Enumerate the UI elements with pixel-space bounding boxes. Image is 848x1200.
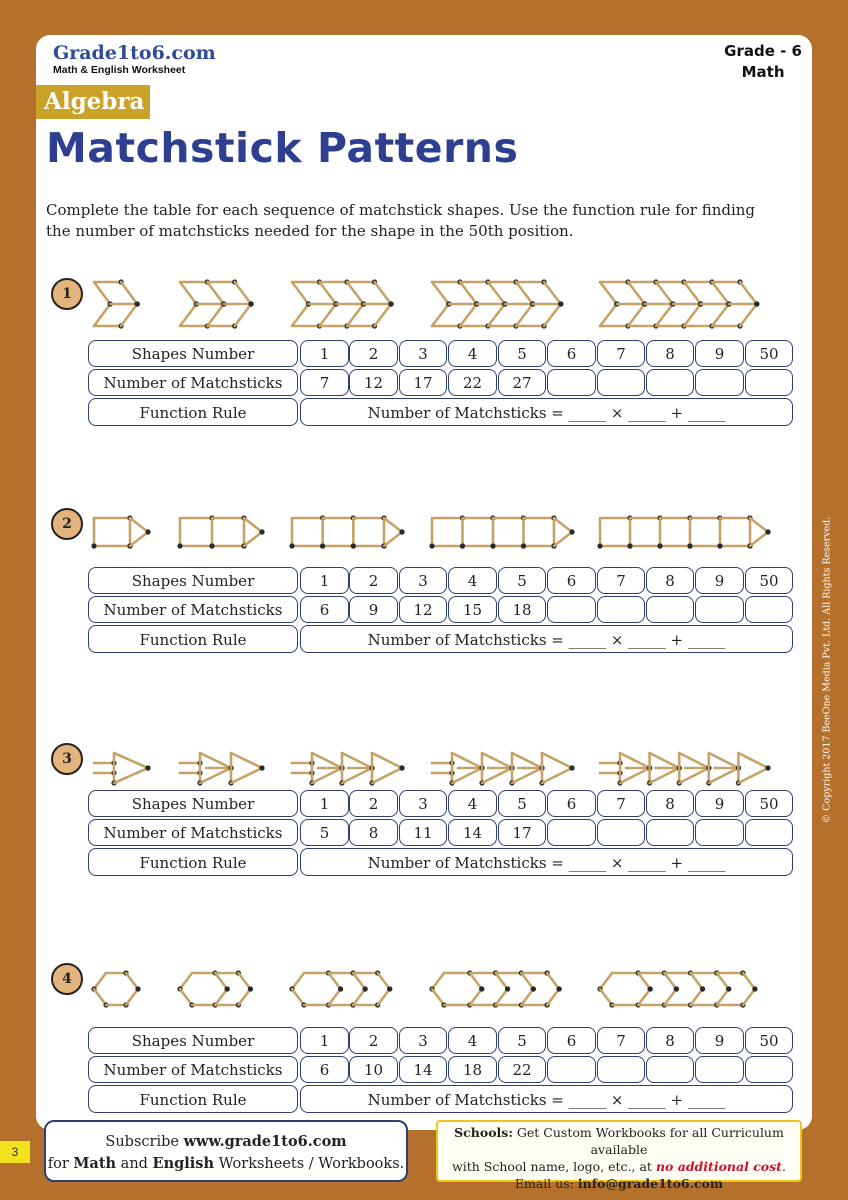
position-cell: 7 xyxy=(597,340,645,367)
shape-2-1 xyxy=(91,515,150,548)
value-cell: 18 xyxy=(448,1056,497,1083)
position-cell: 1 xyxy=(300,340,349,367)
position-cell: 3 xyxy=(399,340,447,367)
position-cell: 9 xyxy=(695,567,744,594)
value-cell: 12 xyxy=(349,369,398,396)
position-cell: 50 xyxy=(745,567,793,594)
answer-cell[interactable] xyxy=(597,596,645,623)
value-cell: 27 xyxy=(498,369,546,396)
position-cell: 7 xyxy=(597,790,645,817)
answer-cell[interactable] xyxy=(597,369,645,396)
value-cell: 17 xyxy=(498,819,546,846)
row-label-matchsticks: Number of Matchsticks xyxy=(88,369,298,396)
schools-highlight: no additional cost xyxy=(655,1159,782,1174)
answer-cell[interactable] xyxy=(695,1056,744,1083)
matchstick-figures-1 xyxy=(86,270,776,340)
schools-dot: . xyxy=(781,1159,786,1174)
position-cell: 8 xyxy=(646,1027,694,1054)
answer-cell[interactable] xyxy=(547,1056,596,1083)
position-cell: 1 xyxy=(300,790,349,817)
position-cell: 4 xyxy=(448,567,497,594)
position-cell: 8 xyxy=(646,790,694,817)
shape-4-1 xyxy=(91,970,140,1007)
position-cell: 9 xyxy=(695,1027,744,1054)
copyright-text: © Copyright 2017 BeeOne Media Pvt. Ltd. All Rights Reserved. xyxy=(821,516,833,824)
answer-cell[interactable] xyxy=(646,1056,694,1083)
function-rule-field[interactable]: Number of Matchsticks = _____ × _____ + _____ xyxy=(300,1085,793,1113)
position-cell: 50 xyxy=(745,340,793,367)
schools-box xyxy=(436,1120,802,1191)
answer-cell[interactable] xyxy=(695,819,744,846)
position-cell: 5 xyxy=(498,340,546,367)
value-cell: 6 xyxy=(300,596,349,623)
value-cell: 9 xyxy=(349,596,398,623)
position-cell: 6 xyxy=(547,340,596,367)
position-cell: 3 xyxy=(399,790,447,817)
row-label-shapes-number: Shapes Number xyxy=(88,790,298,817)
position-cell: 6 xyxy=(547,790,596,817)
subscribe-english: English xyxy=(152,1155,215,1172)
subscribe-pre: Subscribe xyxy=(105,1134,184,1150)
shape-3-1 xyxy=(94,753,151,786)
value-cell: 14 xyxy=(448,819,497,846)
value-cell: 22 xyxy=(448,369,497,396)
shape-1-1 xyxy=(94,279,140,328)
function-rule-field[interactable]: Number of Matchsticks = _____ × _____ + _____ xyxy=(300,848,793,876)
row-label-function-rule: Function Rule xyxy=(88,625,298,653)
value-cell: 15 xyxy=(448,596,497,623)
position-cell: 8 xyxy=(646,567,694,594)
subscribe-post: Worksheets / Workbooks. xyxy=(214,1156,405,1172)
value-cell: 6 xyxy=(300,1056,349,1083)
shape-1-2 xyxy=(180,279,254,328)
matchstick-figures-2 xyxy=(86,500,776,570)
answer-cell[interactable] xyxy=(745,596,793,623)
shape-3-5 xyxy=(600,753,771,786)
row-label-matchsticks: Number of Matchsticks xyxy=(88,1056,298,1083)
row-label-function-rule: Function Rule xyxy=(88,848,298,876)
subject-text: Math xyxy=(741,63,785,81)
answer-cell[interactable] xyxy=(745,819,793,846)
subscribe-box[interactable] xyxy=(44,1120,408,1182)
subscribe-line-1 xyxy=(46,1131,406,1153)
answer-cell[interactable] xyxy=(695,369,744,396)
shape-3-3 xyxy=(292,753,405,786)
subscribe-and: and xyxy=(116,1156,153,1172)
shape-2-4 xyxy=(429,515,574,548)
row-label-function-rule: Function Rule xyxy=(88,398,298,426)
position-cell: 6 xyxy=(547,1027,596,1054)
position-cell: 3 xyxy=(399,1027,447,1054)
answer-cell[interactable] xyxy=(547,819,596,846)
subscribe-math: Math xyxy=(73,1155,117,1172)
position-cell: 9 xyxy=(695,340,744,367)
value-cell: 7 xyxy=(300,369,349,396)
position-cell: 4 xyxy=(448,790,497,817)
problem-number-2: 2 xyxy=(51,508,83,540)
answer-cell[interactable] xyxy=(646,369,694,396)
position-cell: 2 xyxy=(349,340,398,367)
row-label-shapes-number: Shapes Number xyxy=(88,340,298,367)
position-cell: 7 xyxy=(597,567,645,594)
position-cell: 6 xyxy=(547,567,596,594)
value-cell: 12 xyxy=(399,596,447,623)
answer-cell[interactable] xyxy=(597,819,645,846)
position-cell: 5 xyxy=(498,567,546,594)
shape-4-4 xyxy=(429,970,561,1007)
page-title: Matchstick Patterns xyxy=(46,124,519,172)
value-cell: 11 xyxy=(399,819,447,846)
grade-text: Grade - 6 xyxy=(724,42,802,60)
shape-4-5 xyxy=(597,970,757,1007)
position-cell: 50 xyxy=(745,1027,793,1054)
matchstick-figures-4 xyxy=(86,955,776,1025)
schools-line-1 xyxy=(438,1124,800,1158)
position-cell: 4 xyxy=(448,340,497,367)
answer-cell[interactable] xyxy=(695,596,744,623)
shape-3-4 xyxy=(432,753,575,786)
answer-cell[interactable] xyxy=(745,369,793,396)
subscribe-link[interactable]: www.grade1to6.com xyxy=(183,1133,347,1150)
value-cell: 8 xyxy=(349,819,398,846)
schools-text-1: Get Custom Workbooks for all Curriculum available xyxy=(512,1125,784,1157)
value-cell: 18 xyxy=(498,596,546,623)
schools-label: Schools: xyxy=(454,1125,513,1140)
position-cell: 3 xyxy=(399,567,447,594)
answer-cell[interactable] xyxy=(646,596,694,623)
shape-1-5 xyxy=(600,279,759,328)
problem-number-1: 1 xyxy=(51,278,83,310)
shape-2-2 xyxy=(177,515,264,548)
shape-3-2 xyxy=(180,753,265,786)
instructions: Complete the table for each sequence of matchstick shapes. Use the function rule for finding the number of matchsticks needed for the shape in the 50th position. xyxy=(46,201,756,240)
position-cell: 2 xyxy=(349,790,398,817)
grade-label xyxy=(724,41,802,83)
position-cell: 7 xyxy=(597,1027,645,1054)
topic-tag xyxy=(36,85,150,119)
brand-logo[interactable] xyxy=(53,42,216,77)
topic-text: Algebra xyxy=(36,85,150,119)
brand-subtitle: Math & English Worksheet xyxy=(53,64,186,76)
schools-text-2: with School name, logo, etc., at xyxy=(452,1159,656,1174)
brand-name: Grade1to6.com xyxy=(53,42,216,64)
row-label-function-rule: Function Rule xyxy=(88,1085,298,1113)
value-cell: 10 xyxy=(349,1056,398,1083)
row-label-matchsticks: Number of Matchsticks xyxy=(88,819,298,846)
row-label-shapes-number: Shapes Number xyxy=(88,567,298,594)
position-cell: 2 xyxy=(349,1027,398,1054)
page-number: 3 xyxy=(0,1141,30,1163)
answer-cell[interactable] xyxy=(646,819,694,846)
problem-number-4: 4 xyxy=(51,963,83,995)
answer-cell[interactable] xyxy=(547,369,596,396)
position-cell: 1 xyxy=(300,567,349,594)
schools-line-2 xyxy=(438,1158,800,1175)
function-rule-field[interactable]: Number of Matchsticks = _____ × _____ + _____ xyxy=(300,398,793,426)
subscribe-for: for xyxy=(47,1156,74,1172)
position-cell: 4 xyxy=(448,1027,497,1054)
function-rule-field[interactable]: Number of Matchsticks = _____ × _____ + _____ xyxy=(300,625,793,653)
position-cell: 50 xyxy=(745,790,793,817)
shape-1-3 xyxy=(292,279,394,328)
schools-line-3 xyxy=(438,1175,800,1192)
answer-cell[interactable] xyxy=(745,1056,793,1083)
value-cell: 5 xyxy=(300,819,349,846)
answer-cell[interactable] xyxy=(597,1056,645,1083)
position-cell: 5 xyxy=(498,1027,546,1054)
value-cell: 17 xyxy=(399,369,447,396)
position-cell: 8 xyxy=(646,340,694,367)
shape-2-3 xyxy=(289,515,404,548)
shape-1-4 xyxy=(432,279,563,328)
row-label-matchsticks: Number of Matchsticks xyxy=(88,596,298,623)
row-label-shapes-number: Shapes Number xyxy=(88,1027,298,1054)
position-cell: 5 xyxy=(498,790,546,817)
email-label: Email us: xyxy=(514,1176,578,1191)
value-cell: 22 xyxy=(498,1056,546,1083)
copyright-notice xyxy=(815,516,839,824)
shape-2-5 xyxy=(597,515,770,548)
position-cell: 2 xyxy=(349,567,398,594)
value-cell: 14 xyxy=(399,1056,447,1083)
subscribe-line-2 xyxy=(46,1153,406,1175)
position-cell: 1 xyxy=(300,1027,349,1054)
position-cell: 9 xyxy=(695,790,744,817)
shape-4-3 xyxy=(289,970,392,1007)
shape-4-2 xyxy=(177,970,253,1007)
email-link[interactable]: info@grade1to6.com xyxy=(577,1176,724,1191)
problem-number-3: 3 xyxy=(51,743,83,775)
answer-cell[interactable] xyxy=(547,596,596,623)
